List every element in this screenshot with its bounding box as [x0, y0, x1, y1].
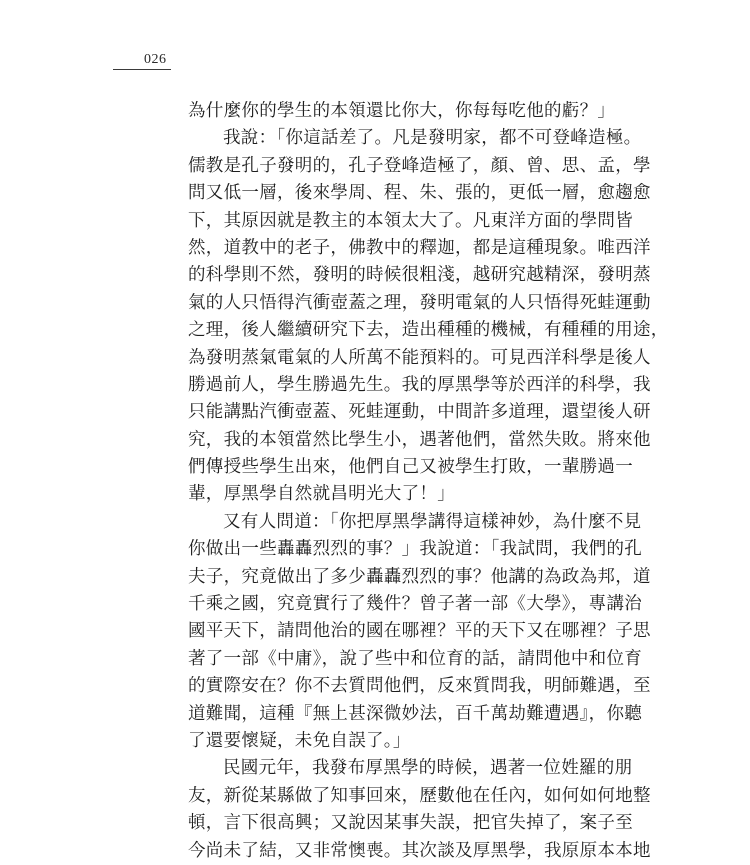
text-line: 友，新從某縣做了知事回來，歷數他在任內，如何如何地整 — [188, 785, 651, 806]
text-line: 你做出一些轟轟烈烈的事？」我說道：「我試問，我們的孔 — [188, 539, 643, 560]
text-line: 只能講點汽衝壺蓋、死蛙運動，中間許多道理，還望後人研 — [188, 402, 651, 423]
text-line: 今尚未了結，又非常懊喪。其次談及厚黑學，我原原本本地 — [188, 840, 651, 861]
page-number: 026 — [144, 52, 167, 67]
text-line: 國平天下，請問他治的國在哪裡？平的天下又在哪裡？子思 — [188, 621, 651, 642]
text-line: 之理，後人繼續研究下去，造出種種的機械，有種種的用途， — [188, 320, 669, 341]
text-line: 的實際安在？你不去質問他們，反來質問我，明師難遇，至 — [188, 676, 651, 697]
text-line: 道難聞，這種『無上甚深微妙法，百千萬劫難遭遇』，你聽 — [188, 703, 643, 724]
text-line: 氣的人只悟得汽衝壺蓋之理，發明電氣的人只悟得死蛙運動 — [188, 292, 651, 313]
text-line: 為發明蒸氣電氣的人所萬不能預料的。可見西洋科學是後人 — [188, 347, 651, 368]
text-line: 輩，厚黑學自然就昌明光大了！」 — [188, 484, 455, 505]
body-text — [188, 98, 669, 865]
text-line: 們傳授些學生出來，他們自己又被學生打敗，一輩勝過一 — [188, 457, 633, 478]
text-line: 然，道教中的老子，佛教中的釋迦，都是這種現象。唯西洋 — [188, 237, 651, 258]
text-line: 勝過前人，學生勝過先生。我的厚黑學等於西洋的科學，我 — [188, 374, 651, 395]
text-line: 我說：「你這話差了。凡是發明家，都不可登峰造極。 — [223, 128, 642, 149]
text-line: 民國元年，我發布厚黑學的時候，遇著一位姓羅的朋 — [223, 758, 633, 779]
text-line: 的科學則不然，發明的時候很粗淺，越研究越精深，發明蒸 — [188, 265, 651, 286]
header-rule — [113, 69, 171, 70]
text-line: 儒教是孔子發明的，孔子登峰造極了，顏、曾、思、孟，學 — [188, 155, 651, 176]
text-line: 了還要懷疑，未免自誤了。」 — [188, 730, 411, 751]
text-line: 究，我的本領當然比學生小，遇著他們，當然失敗。將來他 — [188, 429, 651, 450]
text-line: 又有人問道：「你把厚黑學講得這樣神妙，為什麼不見 — [223, 511, 642, 532]
text-line: 千乘之國，究竟實行了幾件？曾子著一部《大學》，專講治 — [188, 594, 643, 615]
text-line: 頓，言下很高興；又說因某事失誤，把官失掉了，案子至 — [188, 813, 633, 834]
text-line: 著了一部《中庸》，說了些中和位育的話，請問他中和位育 — [188, 648, 643, 669]
text-line: 下，其原因就是教主的本領太大了。凡東洋方面的學問皆 — [188, 210, 633, 231]
text-line: 夫子，究竟做出了多少轟轟烈烈的事？他講的為政為邦，道 — [188, 566, 651, 587]
text-line: 問又低一層，後來學周、程、朱、張的，更低一層，愈趨愈 — [188, 183, 651, 204]
text-line: 為什麼你的學生的本領還比你大，你每每吃他的虧？」 — [188, 101, 616, 121]
